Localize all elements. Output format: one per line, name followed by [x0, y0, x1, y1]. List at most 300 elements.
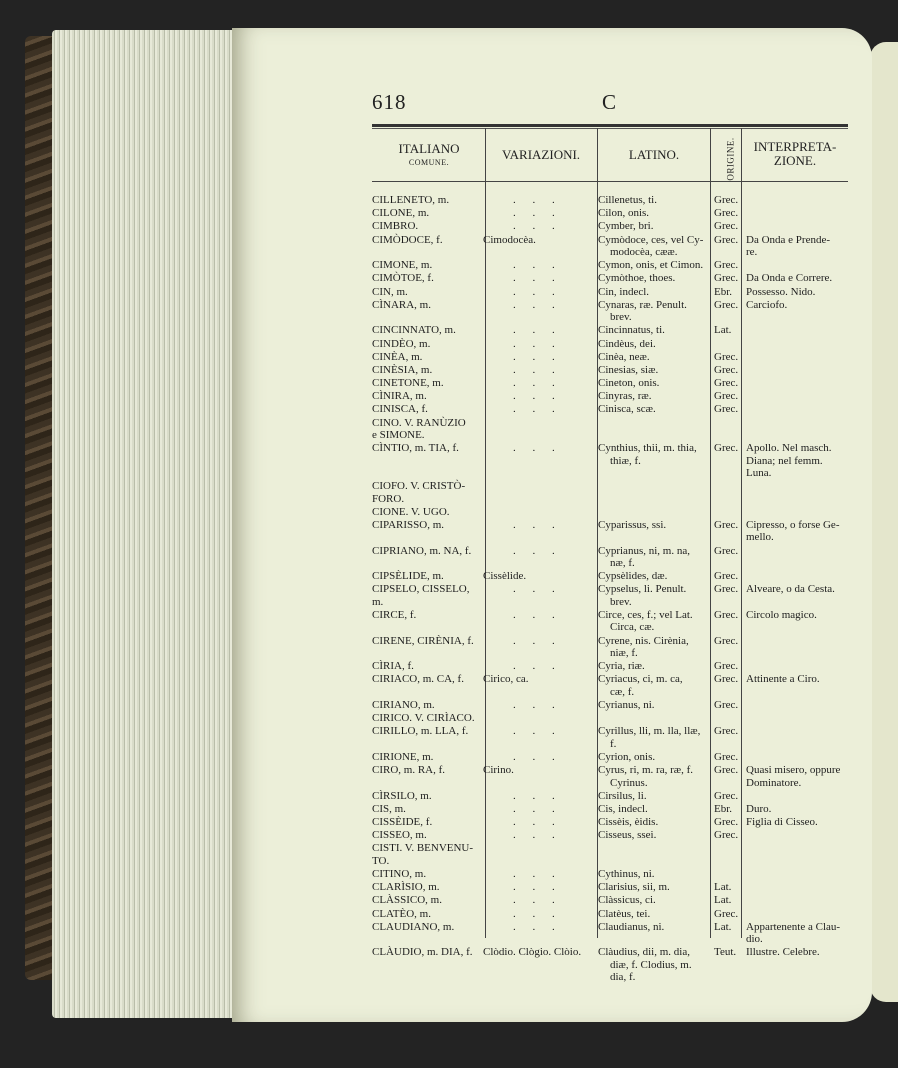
variant [483, 545, 591, 557]
table-row [372, 881, 848, 894]
table-row [372, 272, 848, 285]
latin-form [598, 635, 708, 660]
latin-form-line: Clàudius, dii, m. dia, [598, 946, 690, 959]
variant [483, 377, 591, 389]
interpretation-line: Da Onda e Prende- [746, 233, 830, 246]
variant-line: . . . [513, 660, 562, 673]
italian-term-line: CISTI. V. BENVENU- [372, 842, 474, 855]
variant [483, 234, 591, 246]
variant-line: . . . [513, 363, 562, 376]
origin: Grec. [714, 390, 739, 403]
variant [483, 635, 591, 647]
interpretation [746, 519, 846, 544]
latin-form [598, 286, 708, 298]
latin-form [598, 519, 708, 531]
page-number: 618 [372, 90, 407, 114]
variant-line: . . . [513, 789, 562, 802]
interpretation [746, 442, 846, 479]
origin: Grec. [714, 634, 739, 647]
italian-term-line: CINCINNATO, m. [372, 324, 456, 337]
table-row [372, 712, 848, 725]
italian-term-line: CIPSÈLIDE, m. [372, 570, 444, 583]
latin-form [598, 194, 708, 206]
variant [483, 790, 591, 802]
table-row [372, 286, 848, 299]
variant-line: Cimodocèa. [483, 233, 536, 246]
interpretation-line: Possesso. Nido. [746, 285, 816, 298]
latin-form-line: Clàssicus, ci. [598, 894, 656, 907]
origin: Grec. [714, 608, 739, 621]
latin-form-line: næ, f. [610, 557, 635, 569]
interpretation [746, 803, 846, 815]
italian-term-line: CINDÈO, m. [372, 337, 431, 350]
origin: Grec. [714, 363, 739, 376]
origin: Grec. [714, 194, 739, 206]
variant-line: . . . [513, 259, 562, 272]
italian-term-line: CIRIONE, m. [372, 750, 434, 763]
latin-form [598, 299, 708, 324]
italian-term [372, 259, 480, 271]
section-letter: C [602, 90, 617, 114]
italian-term-line: CILONE, m. [372, 207, 430, 220]
variant-line: . . . [513, 285, 562, 298]
italian-term [372, 338, 480, 350]
latin-form [598, 829, 708, 841]
origin: Ebr. [714, 285, 733, 298]
interpretation-line: Alveare, o da Cesta. [746, 583, 835, 596]
latin-form [598, 751, 708, 763]
italian-term [372, 545, 480, 557]
italian-term [372, 842, 480, 867]
table-row [372, 583, 848, 609]
variant [483, 351, 591, 363]
variant-line: Cissèlide. [483, 570, 527, 583]
latin-form [598, 583, 708, 608]
italian-term-line: CIN, m. [372, 285, 408, 298]
italian-term-line: CIPRIANO, m. NA, f. [372, 544, 472, 557]
variant-line: . . . [513, 920, 562, 933]
variant-line: . . . [513, 907, 562, 920]
latin-form [598, 894, 708, 906]
origin: Grec. [714, 350, 739, 363]
interpretation-line: Luna. [746, 467, 772, 480]
latin-form-line: Cyrinus. [610, 776, 648, 789]
latin-form-line: cæ, f. [610, 685, 635, 698]
latin-form [598, 570, 708, 582]
latin-form [598, 725, 708, 750]
italian-term-line: CÌRSILO, m. [372, 789, 432, 802]
latin-form [598, 946, 708, 983]
italian-term-line: CLAUDIANO, m. [372, 920, 455, 933]
latin-form [598, 609, 708, 634]
table-row [372, 751, 848, 764]
variant-line: . . . [513, 324, 562, 337]
italian-term-line: CÌNARA, m. [372, 298, 431, 311]
interpretation [746, 609, 846, 621]
variant [483, 324, 591, 336]
latin-form [598, 908, 708, 920]
italian-term [372, 351, 480, 363]
latin-form-line: Cyrion, onis. [598, 750, 656, 763]
table-row [372, 545, 848, 571]
italian-term [372, 286, 480, 298]
header-italiano: ITALIANO COMUNE. [398, 141, 460, 167]
origin: Lat. [714, 324, 732, 337]
italian-term-line: CIMÒTOE, f. [372, 272, 434, 285]
table-row [372, 207, 848, 220]
interpretation [746, 234, 846, 259]
italian-term [372, 519, 480, 531]
interpretation-line: dio. [746, 933, 763, 946]
italian-term-line: CIRICO. V. CIRÌACO. [372, 712, 475, 725]
latin-form-line: brev. [610, 311, 632, 324]
variant-line: . . . [513, 829, 562, 842]
origin: Grec. [714, 377, 739, 390]
latin-form-line: Cyparissus, ssi. [598, 519, 667, 531]
variant [483, 272, 591, 284]
variant [483, 583, 591, 595]
variant [483, 908, 591, 920]
latin-form-line: Cypsèlides, dæ. [598, 570, 668, 583]
table-row [372, 816, 848, 829]
table-row [372, 442, 848, 480]
origin: Grec. [714, 570, 739, 583]
variant-line: . . . [513, 544, 562, 557]
italian-term [372, 220, 480, 232]
italian-term [372, 829, 480, 841]
latin-form-line: niæ, f. [610, 646, 638, 659]
origin: Grec. [714, 660, 739, 673]
latin-form [598, 868, 708, 880]
variant-line: . . . [513, 194, 562, 206]
variant [483, 519, 591, 531]
variant [483, 699, 591, 711]
latin-form [598, 790, 708, 802]
italian-term [372, 946, 480, 958]
variant [483, 364, 591, 376]
origin: Grec. [714, 829, 739, 842]
variant-line: Clòdio. Clògio. Clòio. [483, 946, 582, 959]
italian-term-line: FORO. [372, 492, 405, 505]
origin: Grec. [714, 583, 739, 596]
origin: Ebr. [714, 802, 733, 815]
variant-line: . . . [513, 390, 562, 403]
table-row [372, 673, 848, 699]
table-row [372, 790, 848, 803]
latin-form [598, 403, 708, 415]
variant-line: . . . [513, 634, 562, 647]
variant [483, 803, 591, 815]
variant [483, 570, 591, 582]
origin: Grec. [714, 272, 739, 285]
latin-form-line: diæ, f. Clodius, m. [610, 958, 692, 971]
variant [483, 286, 591, 298]
italian-term-line: CINÈA, m. [372, 350, 423, 363]
latin-form-line: Cynthius, thii, m. thia, [598, 442, 697, 455]
variant [483, 442, 591, 454]
italian-term [372, 403, 480, 415]
variant [483, 751, 591, 763]
latin-form-line: thiæ, f. [610, 454, 641, 467]
interpretation-line: mello. [746, 531, 774, 544]
latin-form-line: Cirsilus, li. [598, 789, 647, 802]
italian-term [372, 390, 480, 402]
interpretation [746, 921, 846, 946]
variant-line: . . . [513, 377, 562, 390]
origin: Grec. [714, 816, 739, 829]
table-row [372, 377, 848, 390]
italian-term [372, 506, 480, 518]
italian-term-line: CITINO, m. [372, 868, 427, 881]
italian-term-line: CIRIANO, m. [372, 698, 435, 711]
origin: Grec. [714, 259, 739, 272]
italian-term-line: CIRIACO, m. CA, f. [372, 673, 464, 686]
origin: Grec. [714, 544, 739, 557]
table-row [372, 480, 848, 506]
variant-line: . . . [513, 220, 562, 233]
header-origine: ORIGINE. [725, 137, 736, 181]
origin: Grec. [714, 673, 739, 686]
italian-term-line: e SIMONE. [372, 429, 425, 442]
latin-form [598, 364, 708, 376]
italian-term [372, 673, 480, 685]
origin: Grec. [714, 233, 739, 246]
latin-form-line: Cinèa, neæ. [598, 350, 650, 363]
italian-term-line: CLÀUDIO, m. DIA, f. [372, 946, 473, 959]
latin-form-line: Cypselus, li. Penult. [598, 583, 687, 596]
latin-form [598, 220, 708, 232]
italian-term [372, 480, 480, 505]
italian-term-line: CLÀSSICO, m. [372, 894, 442, 907]
latin-form-line: Cyrene, nis. Cirènia, [598, 634, 689, 647]
italian-term [372, 364, 480, 376]
variant-line: . . . [513, 816, 562, 829]
header-latino: LATINO. [628, 147, 680, 162]
variant [483, 390, 591, 402]
italian-term-line: CIRO, m. RA, f. [372, 764, 446, 777]
variant [483, 299, 591, 311]
origin: Lat. [714, 894, 732, 907]
italian-term [372, 712, 480, 724]
table-row [372, 390, 848, 403]
latin-form-line: Cincinnatus, ti. [598, 324, 665, 337]
origin: Grec. [714, 220, 739, 233]
origin: Grec. [714, 442, 739, 455]
italian-term [372, 764, 480, 776]
italian-term-line: CINISCA, f. [372, 403, 428, 416]
interpretation-line: Apollo. Nel masch. [746, 442, 832, 455]
table-row [372, 609, 848, 635]
variant-line: . . . [513, 894, 562, 907]
latin-form-line: Cindèus, dei. [598, 337, 656, 350]
facing-page-edge [870, 42, 898, 1002]
latin-form-line: Cilon, onis. [598, 207, 650, 220]
italian-term-line: CIMÒDOCE, f. [372, 233, 443, 246]
top-rule-thin [372, 128, 848, 129]
variant [483, 868, 591, 880]
variant [483, 403, 591, 415]
variant [483, 259, 591, 271]
interpretation-line: Appartenente a Clau- [746, 920, 841, 933]
latin-form [598, 764, 708, 789]
header-interpretazione: INTERPRETA-ZIONE. [753, 139, 837, 168]
latin-form [598, 442, 708, 467]
italian-term-line: CIS, m. [372, 802, 406, 815]
table-row [372, 699, 848, 712]
variant-line: . . . [513, 868, 562, 881]
origin: Grec. [714, 750, 739, 763]
variant-line: . . . [513, 207, 562, 220]
italian-term-line: CIONE. V. UGO. [372, 505, 450, 518]
latin-form [598, 390, 708, 402]
latin-form-line: Cynaras, ræ. Penult. [598, 298, 687, 311]
italian-term [372, 894, 480, 906]
italian-term [372, 881, 480, 893]
origin: Grec. [714, 698, 739, 711]
italian-term [372, 660, 480, 672]
table-row [372, 519, 848, 545]
interpretation [746, 583, 846, 595]
variant-line: . . . [513, 608, 562, 621]
dictionary-entries [372, 194, 848, 984]
latin-form-line: Cin, indecl. [598, 285, 650, 298]
italian-term-line: m. [372, 595, 384, 608]
italian-term [372, 816, 480, 828]
variant-line: Cirino. [483, 764, 514, 777]
table-row [372, 364, 848, 377]
interpretation [746, 299, 846, 311]
italian-term-line: CÌRIA, f. [372, 660, 414, 673]
latin-form-line: brev. [610, 595, 632, 608]
variant [483, 207, 591, 219]
italian-term [372, 194, 480, 206]
latin-form-line: Circa, cæ. [610, 621, 655, 634]
latin-form [598, 699, 708, 711]
variant-line: . . . [513, 442, 562, 455]
italian-term [372, 921, 480, 933]
latin-form [598, 259, 708, 271]
interpretation-line: Cipresso, o forse Ge- [746, 519, 840, 531]
italian-term [372, 803, 480, 815]
latin-form-line: Claudianus, ni. [598, 920, 665, 933]
origin: Grec. [714, 764, 739, 777]
table-row [372, 338, 848, 351]
variant [483, 609, 591, 621]
italian-term-line: CIRENE, CIRÈNIA, f. [372, 634, 474, 647]
table-row [372, 299, 848, 325]
italian-term-line: TO. [372, 854, 390, 867]
interpretation-line: Da Onda e Correre. [746, 272, 833, 285]
latin-form-line: Cyrus, ri, m. ra, ræ, f. [598, 764, 694, 777]
variant [483, 194, 591, 206]
italian-term-line: CINÈSIA, m. [372, 363, 433, 376]
origin: Teut. [714, 946, 737, 959]
italian-term [372, 725, 480, 737]
italian-term [372, 272, 480, 284]
interpretation-line: Diana; nel femm. [746, 454, 823, 467]
origin: Grec. [714, 907, 739, 920]
latin-form-line: Cyprianus, ni, m. na, [598, 544, 690, 557]
variant [483, 921, 591, 933]
interpretation-line: Carciofo. [746, 298, 788, 311]
origin: Grec. [714, 725, 739, 738]
table-row [372, 570, 848, 583]
table-row [372, 220, 848, 233]
latin-form-line: Cymòdoce, ces, vel Cy- [598, 233, 704, 246]
latin-form-line: Cinisca, scæ. [598, 403, 656, 416]
latin-form [598, 377, 708, 389]
latin-form-line: dia, f. [610, 971, 636, 984]
table-row [372, 635, 848, 661]
origin: Grec. [714, 207, 739, 220]
table-row [372, 803, 848, 816]
variant-line: . . . [513, 272, 562, 285]
origin: Lat. [714, 881, 732, 894]
interpretation [746, 286, 846, 298]
interpretation-line: Attinente a Ciro. [746, 673, 820, 686]
variant [483, 816, 591, 828]
latin-form [598, 673, 708, 698]
latin-form [598, 324, 708, 336]
table-row [372, 324, 848, 337]
table-row [372, 764, 848, 790]
origin: Lat. [714, 920, 732, 933]
interpretation-line: Figlia di Cisseo. [746, 816, 818, 829]
latin-form-line: Cythinus, ni. [598, 868, 655, 881]
latin-form-line: Cillenetus, ti. [598, 194, 657, 206]
latin-form [598, 816, 708, 828]
variant [483, 660, 591, 672]
italian-term [372, 207, 480, 219]
italian-term [372, 442, 480, 454]
italian-term-line: CIPARISSO, m. [372, 519, 445, 531]
table-row [372, 842, 848, 868]
variant [483, 673, 591, 685]
variant [483, 338, 591, 350]
variant-line: . . . [513, 698, 562, 711]
variant-line: . . . [513, 802, 562, 815]
variant-line: . . . [513, 298, 562, 311]
table-row [372, 921, 848, 947]
table-row [372, 234, 848, 260]
italian-term-line: CLARÌSIO, m. [372, 881, 440, 894]
origin: Grec. [714, 519, 739, 531]
latin-form-line: Cisseus, ssei. [598, 829, 657, 842]
latin-form-line: Cymon, onis, et Cimon. [598, 259, 704, 272]
latin-form-line: Cyrillus, lli, m. lla, llæ, [598, 725, 701, 738]
italian-term [372, 609, 480, 621]
italian-term-line: CIRILLO, m. LLA, f. [372, 725, 469, 738]
italian-term [372, 699, 480, 711]
table-row [372, 194, 848, 207]
latin-form-line: Cyrianus, ni. [598, 698, 655, 711]
variant [483, 220, 591, 232]
origin: Grec. [714, 403, 739, 416]
italian-term-line: CILLENETO, m. [372, 194, 450, 206]
latin-form [598, 207, 708, 219]
variant-line: . . . [513, 519, 562, 531]
variant [483, 894, 591, 906]
interpretation [746, 946, 846, 958]
interpretation [746, 272, 846, 284]
italian-term [372, 417, 480, 442]
variant-line: . . . [513, 350, 562, 363]
italian-term [372, 868, 480, 880]
table-row [372, 660, 848, 673]
latin-form-line: Cymòthoe, thoes. [598, 272, 676, 285]
latin-form-line: Clarisius, sii, m. [598, 881, 670, 894]
variant-line: . . . [513, 725, 562, 738]
